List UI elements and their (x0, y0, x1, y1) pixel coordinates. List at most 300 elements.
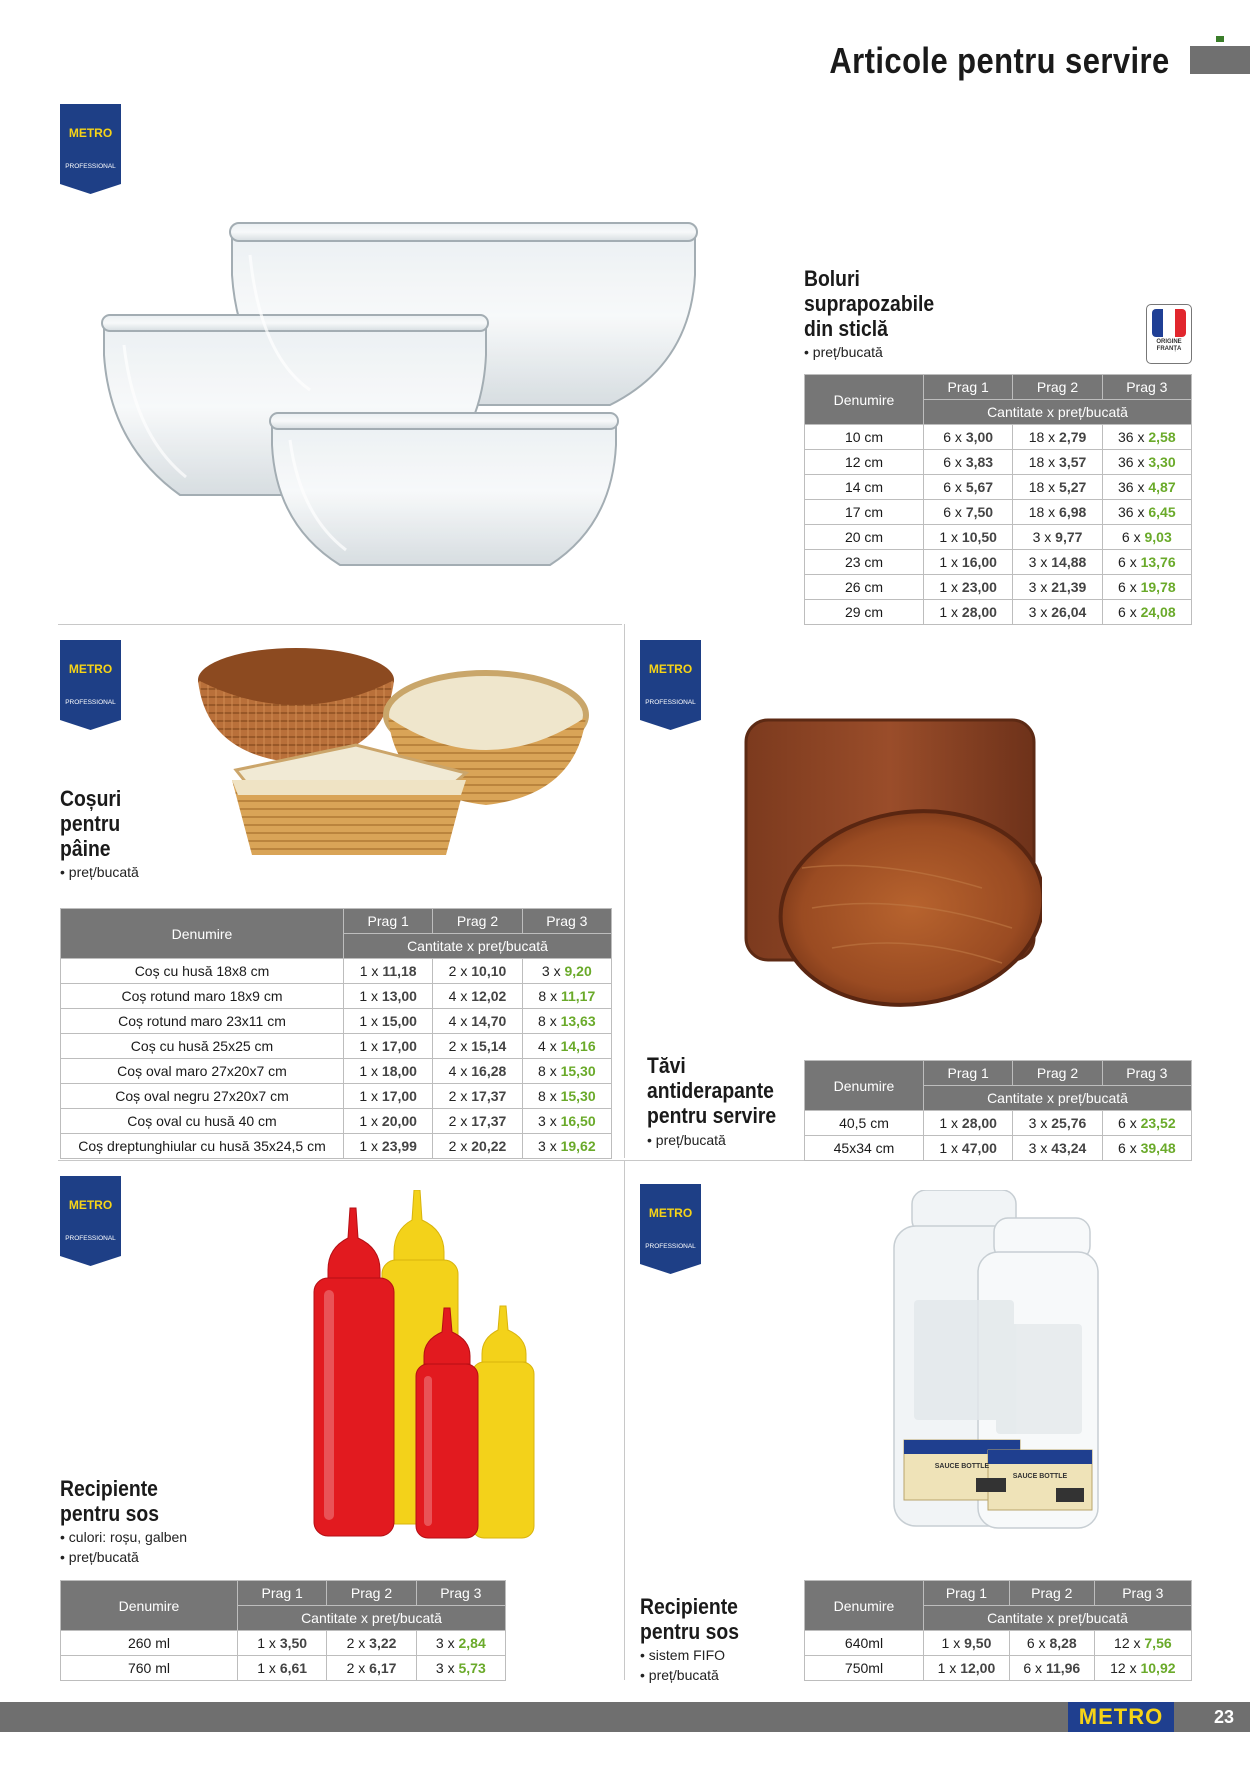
quantity: 6 x (943, 454, 966, 470)
table-row (61, 1134, 612, 1159)
metro-logo-text: METRO (68, 662, 113, 676)
price-cell-p3 (416, 1631, 505, 1656)
table-row (61, 1109, 612, 1134)
title-line: Recipiente (60, 1476, 158, 1501)
unit-price: 10,92 (1140, 1660, 1176, 1676)
row-name: Coș cu husă 25x25 cm (61, 1034, 344, 1059)
product-note: • sistem FIFO (640, 1647, 726, 1663)
table-row (61, 1656, 506, 1681)
price-cell-p1 (924, 600, 1013, 625)
row-name: 750ml (805, 1656, 924, 1681)
price-cell-p2 (1013, 500, 1102, 525)
quantity: 1 x (937, 1660, 961, 1676)
price-cell-p3 (1102, 425, 1191, 450)
price-cell-p1 (924, 500, 1013, 525)
quantity: 6 x (1118, 554, 1141, 570)
quantity: 3 x (538, 1138, 561, 1154)
unit-price: 4,87 (1148, 479, 1176, 495)
quantity: 1 x (359, 963, 383, 979)
title-line: antiderapante (647, 1078, 774, 1103)
unit-price: 9,03 (1144, 529, 1172, 545)
price-cell-p3 (522, 959, 611, 984)
professional-text: PROFESSIONAL (645, 1243, 696, 1250)
unit-price: 3,22 (369, 1635, 397, 1651)
metro-logo-text: METRO (68, 126, 113, 140)
unit-price: 17,37 (471, 1113, 507, 1129)
metro-logo-text: METRO (648, 662, 693, 676)
row-name: 17 cm (805, 500, 924, 525)
table-row (805, 1136, 1192, 1161)
title-line: Boluri (804, 266, 860, 291)
unit-price: 12,00 (960, 1660, 996, 1676)
quantity: 1 x (359, 1038, 382, 1054)
quantity: 8 x (538, 1013, 561, 1029)
price-cell-p1 (924, 425, 1013, 450)
unit-price: 8,28 (1049, 1635, 1077, 1651)
col-header-prag2: Prag 2 (1009, 1581, 1094, 1606)
title-line: Recipiente (640, 1594, 738, 1619)
col-header-prag1: Prag 1 (924, 375, 1013, 400)
glass-bowls-image (90, 215, 710, 575)
product-note: • culori: roșu, galben (60, 1529, 188, 1545)
unit-price: 9,50 (964, 1635, 992, 1651)
table-row (61, 1084, 612, 1109)
professional-text: PROFESSIONAL (65, 1235, 116, 1242)
unit-price: 19,78 (1140, 579, 1176, 595)
unit-price: 10,50 (961, 529, 997, 545)
quantity: 36 x (1118, 504, 1149, 520)
price-cell-p3 (522, 1009, 611, 1034)
price-cell-p1 (344, 959, 433, 984)
unit-price: 15,30 (560, 1088, 596, 1104)
title-line: suprapozabile (804, 291, 935, 316)
unit-price: 26,04 (1051, 604, 1087, 620)
quantity: 2 x (448, 1113, 472, 1129)
price-cell-p1 (924, 475, 1013, 500)
col-header-name: Denumire (805, 375, 924, 425)
unit-price: 9,77 (1055, 529, 1083, 545)
price-cell-p1 (924, 525, 1013, 550)
unit-price: 3,30 (1148, 454, 1176, 470)
professional-text: PROFESSIONAL (645, 699, 696, 706)
title-line: pentru (60, 811, 121, 836)
table-row (805, 425, 1192, 450)
quantity: 8 x (538, 1088, 561, 1104)
quantity: 1 x (359, 1088, 382, 1104)
quantity: 6 x (1023, 1660, 1046, 1676)
unit-price: 3,00 (965, 429, 994, 445)
origin-france-badge (1146, 304, 1192, 364)
product-title (60, 1476, 159, 1526)
unit-price: 15,00 (381, 1013, 417, 1029)
quantity: 3 x (538, 1113, 561, 1129)
price-cell-p2 (1013, 450, 1102, 475)
price-cell-p1 (344, 1134, 433, 1159)
quantity: 6 x (943, 479, 966, 495)
row-name: Coș rotund maro 23x11 cm (61, 1009, 344, 1034)
price-cell-p2 (433, 984, 522, 1009)
unit-price: 11,18 (382, 963, 417, 979)
row-name: 20 cm (805, 525, 924, 550)
quantity: 18 x (1028, 454, 1060, 470)
col-header-prag3: Prag 3 (522, 909, 611, 934)
price-cell-p1 (924, 575, 1013, 600)
unit-price: 11,96 (1045, 1660, 1081, 1676)
france-flag-icon (1152, 309, 1186, 337)
quantity: 6 x (943, 504, 966, 520)
price-cell-p3 (416, 1656, 505, 1681)
quantity: 6 x (1118, 604, 1141, 620)
price-cell-p1 (344, 1009, 433, 1034)
col-header-prag3: Prag 3 (1094, 1581, 1191, 1606)
unit-price: 19,62 (560, 1138, 596, 1154)
row-name: Coș oval maro 27x20x7 cm (61, 1059, 344, 1084)
unit-price: 5,73 (458, 1660, 486, 1676)
quantity: 12 x (1110, 1660, 1141, 1676)
unit-price: 39,48 (1140, 1140, 1176, 1156)
quantity: 36 x (1118, 479, 1149, 495)
unit-price: 43,24 (1051, 1140, 1087, 1156)
col-header-name: Denumire (61, 1581, 238, 1631)
header-bar (1190, 46, 1250, 74)
price-cell-p2 (433, 959, 522, 984)
unit-price: 3,50 (279, 1635, 308, 1651)
price-cell-p3 (1102, 1136, 1191, 1161)
section-divider (58, 624, 622, 625)
quantity: 1 x (359, 1063, 382, 1079)
col-header-sub: Cantitate x preț/bucată (924, 1086, 1192, 1111)
price-cell-p3 (1102, 1111, 1191, 1136)
unit-price: 7,56 (1144, 1635, 1172, 1651)
unit-price: 15,14 (471, 1038, 507, 1054)
unit-price: 3,57 (1059, 454, 1087, 470)
price-cell-p1 (238, 1631, 327, 1656)
quantity: 6 x (943, 429, 966, 445)
quantity: 3 x (1028, 579, 1052, 595)
quantity: 18 x (1028, 429, 1060, 445)
price-table-fifo-bottles (804, 1580, 1192, 1681)
row-name: 29 cm (805, 600, 924, 625)
title-line: pâine (60, 836, 111, 861)
unit-price: 16,00 (961, 554, 997, 570)
unit-price: 17,00 (381, 1088, 417, 1104)
price-cell-p2 (433, 1009, 522, 1034)
page-number: 23 (1198, 1702, 1250, 1732)
price-cell-p2 (433, 1059, 522, 1084)
price-table-trays (804, 1060, 1192, 1161)
title-line: Coșuri (60, 786, 122, 811)
price-cell-p2 (1013, 575, 1102, 600)
price-cell-p3 (522, 1059, 611, 1084)
unit-price: 13,63 (560, 1013, 596, 1029)
col-header-prag3: Prag 3 (416, 1581, 505, 1606)
metro-professional-badge (640, 1184, 701, 1274)
quantity: 1 x (941, 1635, 965, 1651)
col-header-sub: Cantitate x preț/bucată (924, 400, 1192, 425)
quantity: 12 x (1114, 1635, 1145, 1651)
unit-price: 2,84 (458, 1635, 486, 1651)
price-cell-p2 (1013, 425, 1102, 450)
price-cell-p1 (924, 1111, 1013, 1136)
price-cell-p3 (1102, 475, 1191, 500)
unit-price: 10,10 (471, 963, 507, 979)
unit-price: 6,61 (279, 1660, 308, 1676)
table-row (805, 1631, 1192, 1656)
quantity: 36 x (1118, 429, 1149, 445)
row-name: 40,5 cm (805, 1111, 924, 1136)
quantity: 4 x (448, 1063, 472, 1079)
bottle-label-text: SAUCE BOTTLE (934, 1463, 990, 1470)
row-name: 760 ml (61, 1656, 238, 1681)
quantity: 2 x (346, 1660, 370, 1676)
product-title (60, 786, 121, 861)
squeeze-bottles-image (304, 1190, 564, 1540)
page-title: Articole pentru servire (829, 40, 1170, 81)
unit-price: 23,99 (381, 1138, 417, 1154)
metro-logo: METRO (1068, 1702, 1174, 1732)
quantity: 8 x (538, 1063, 561, 1079)
unit-price: 23,00 (961, 579, 997, 595)
table-row (61, 959, 612, 984)
origin-line: FRANȚA (1156, 346, 1182, 352)
title-line: Tăvi (647, 1053, 686, 1078)
unit-price: 47,00 (961, 1140, 997, 1156)
price-cell-p3 (1102, 575, 1191, 600)
price-cell-p2 (433, 1109, 522, 1134)
row-name: Coș dreptunghiular cu husă 35x24,5 cm (61, 1134, 344, 1159)
unit-price: 12,02 (471, 988, 507, 1004)
unit-price: 20,00 (381, 1113, 417, 1129)
metro-professional-badge (60, 104, 121, 194)
col-header-prag2: Prag 2 (1013, 375, 1102, 400)
table-row (805, 550, 1192, 575)
unit-price: 23,52 (1140, 1115, 1176, 1131)
product-note: • preț/bucată (60, 1549, 139, 1565)
title-line: pentru servire (647, 1103, 777, 1128)
unit-price: 14,16 (560, 1038, 596, 1054)
unit-price: 15,30 (560, 1063, 596, 1079)
unit-price: 17,37 (471, 1088, 507, 1104)
row-name: 260 ml (61, 1631, 238, 1656)
price-cell-p3 (522, 1034, 611, 1059)
unit-price: 21,39 (1051, 579, 1087, 595)
row-name: Coș oval cu husă 40 cm (61, 1109, 344, 1134)
quantity: 3 x (1032, 529, 1056, 545)
quantity: 1 x (257, 1660, 280, 1676)
unit-price: 2,79 (1059, 429, 1087, 445)
quantity: 6 x (1118, 1140, 1141, 1156)
col-header-prag2: Prag 2 (433, 909, 522, 934)
unit-price: 7,50 (965, 504, 994, 520)
price-cell-p2 (1013, 525, 1102, 550)
unit-price: 13,76 (1140, 554, 1176, 570)
table-row (61, 1034, 612, 1059)
row-name: 640ml (805, 1631, 924, 1656)
price-cell-p2 (433, 1034, 522, 1059)
unit-price: 14,70 (471, 1013, 507, 1029)
price-cell-p2 (1013, 1136, 1102, 1161)
price-cell-p1 (344, 1059, 433, 1084)
unit-price: 28,00 (961, 1115, 997, 1131)
quantity: 1 x (939, 604, 962, 620)
quantity: 1 x (939, 529, 962, 545)
quantity: 1 x (359, 1138, 382, 1154)
unit-price: 16,50 (560, 1113, 596, 1129)
price-cell-p3 (522, 1084, 611, 1109)
price-cell-p1 (344, 1034, 433, 1059)
col-header-prag1: Prag 1 (344, 909, 433, 934)
quantity: 3 x (1028, 1140, 1052, 1156)
product-title (640, 1594, 739, 1644)
quantity: 1 x (939, 554, 962, 570)
table-row (805, 600, 1192, 625)
table-row (805, 475, 1192, 500)
quantity: 3 x (1028, 554, 1052, 570)
price-cell-p1 (924, 1656, 1010, 1681)
row-name: Coș oval negru 27x20x7 cm (61, 1084, 344, 1109)
quantity: 1 x (939, 1140, 962, 1156)
metro-logo-text: METRO (648, 1206, 693, 1220)
price-cell-p1 (344, 1084, 433, 1109)
col-header-sub: Cantitate x preț/bucată (344, 934, 612, 959)
table-row (61, 1631, 506, 1656)
table-row (61, 1009, 612, 1034)
quantity: 18 x (1028, 504, 1060, 520)
professional-text: PROFESSIONAL (65, 163, 116, 170)
quantity: 4 x (538, 1038, 561, 1054)
row-name: 26 cm (805, 575, 924, 600)
section-divider (624, 1160, 625, 1680)
bottle-label-text: SAUCE BOTTLE (1012, 1473, 1068, 1480)
col-header-name: Denumire (805, 1061, 924, 1111)
unit-price: 28,00 (961, 604, 997, 620)
product-note: • preț/bucată (647, 1132, 726, 1148)
unit-price: 14,88 (1051, 554, 1087, 570)
unit-price: 6,45 (1148, 504, 1176, 520)
title-line: din sticlă (804, 316, 888, 341)
quantity: 6 x (1118, 579, 1141, 595)
price-cell-p3 (1094, 1656, 1191, 1681)
quantity: 1 x (359, 1013, 382, 1029)
unit-price: 9,20 (564, 963, 592, 979)
product-note: • preț/bucată (640, 1667, 719, 1683)
row-name: Coș rotund maro 18x9 cm (61, 984, 344, 1009)
quantity: 2 x (346, 1635, 370, 1651)
col-header-prag1: Prag 1 (238, 1581, 327, 1606)
product-note: • preț/bucată (804, 344, 883, 360)
metro-professional-badge (640, 640, 701, 730)
title-line: pentru sos (60, 1501, 159, 1526)
unit-price: 5,27 (1059, 479, 1087, 495)
quantity: 2 x (448, 1088, 472, 1104)
table-row (805, 450, 1192, 475)
quantity: 3 x (541, 963, 565, 979)
price-cell-p2 (1013, 1111, 1102, 1136)
price-cell-p1 (924, 550, 1013, 575)
title-line: pentru sos (640, 1619, 739, 1644)
price-cell-p1 (924, 1136, 1013, 1161)
price-cell-p3 (522, 1134, 611, 1159)
unit-price: 24,08 (1140, 604, 1176, 620)
price-cell-p2 (327, 1656, 416, 1681)
unit-price: 3,83 (965, 454, 994, 470)
table-row (805, 575, 1192, 600)
unit-price: 5,67 (965, 479, 994, 495)
quantity: 6 x (1118, 1115, 1141, 1131)
quantity: 3 x (435, 1660, 459, 1676)
price-cell-p2 (1009, 1631, 1094, 1656)
unit-price: 17,00 (381, 1038, 417, 1054)
quantity: 1 x (359, 988, 382, 1004)
price-cell-p2 (1013, 550, 1102, 575)
row-name: 14 cm (805, 475, 924, 500)
row-name: 10 cm (805, 425, 924, 450)
unit-price: 25,76 (1051, 1115, 1087, 1131)
price-cell-p2 (1013, 475, 1102, 500)
price-cell-p2 (327, 1631, 416, 1656)
price-cell-p3 (1102, 500, 1191, 525)
product-note: • preț/bucată (60, 864, 139, 880)
bread-baskets-image (196, 645, 596, 865)
product-title (804, 266, 934, 341)
table-row (61, 1059, 612, 1084)
quantity: 4 x (448, 988, 472, 1004)
price-cell-p2 (433, 1134, 522, 1159)
col-header-prag3: Prag 3 (1102, 1061, 1191, 1086)
price-cell-p3 (1102, 525, 1191, 550)
quantity: 6 x (1121, 529, 1145, 545)
quantity: 1 x (257, 1635, 280, 1651)
unit-price: 20,22 (471, 1138, 507, 1154)
metro-logo-text: METRO (68, 1198, 113, 1212)
col-header-name: Denumire (61, 909, 344, 959)
corner-mark (1216, 36, 1224, 42)
price-cell-p3 (522, 1109, 611, 1134)
col-header-sub: Cantitate x preț/bucată (924, 1606, 1192, 1631)
quantity: 2 x (448, 1038, 472, 1054)
fifo-bottles-image (890, 1190, 1100, 1530)
table-row (805, 1656, 1192, 1681)
quantity: 6 x (1026, 1635, 1050, 1651)
quantity: 3 x (435, 1635, 459, 1651)
price-cell-p3 (1094, 1631, 1191, 1656)
unit-price: 6,17 (369, 1660, 397, 1676)
col-header-prag2: Prag 2 (1013, 1061, 1102, 1086)
metro-professional-badge (60, 640, 121, 730)
quantity: 1 x (939, 1115, 962, 1131)
price-cell-p3 (522, 984, 611, 1009)
col-header-sub: Cantitate x preț/bucată (238, 1606, 506, 1631)
col-header-prag3: Prag 3 (1102, 375, 1191, 400)
price-cell-p1 (924, 450, 1013, 475)
quantity: 18 x (1028, 479, 1060, 495)
quantity: 4 x (448, 1013, 472, 1029)
unit-price: 16,28 (471, 1063, 507, 1079)
price-table-baskets (60, 908, 612, 1159)
table-row (61, 984, 612, 1009)
price-cell-p2 (433, 1084, 522, 1109)
quantity: 36 x (1118, 454, 1149, 470)
unit-price: 6,98 (1059, 504, 1087, 520)
col-header-name: Denumire (805, 1581, 924, 1631)
row-name: 12 cm (805, 450, 924, 475)
price-cell-p3 (1102, 450, 1191, 475)
footer-bar (0, 1702, 1198, 1732)
unit-price: 18,00 (381, 1063, 417, 1079)
col-header-prag2: Prag 2 (327, 1581, 416, 1606)
price-cell-p1 (344, 1109, 433, 1134)
quantity: 2 x (448, 1138, 472, 1154)
